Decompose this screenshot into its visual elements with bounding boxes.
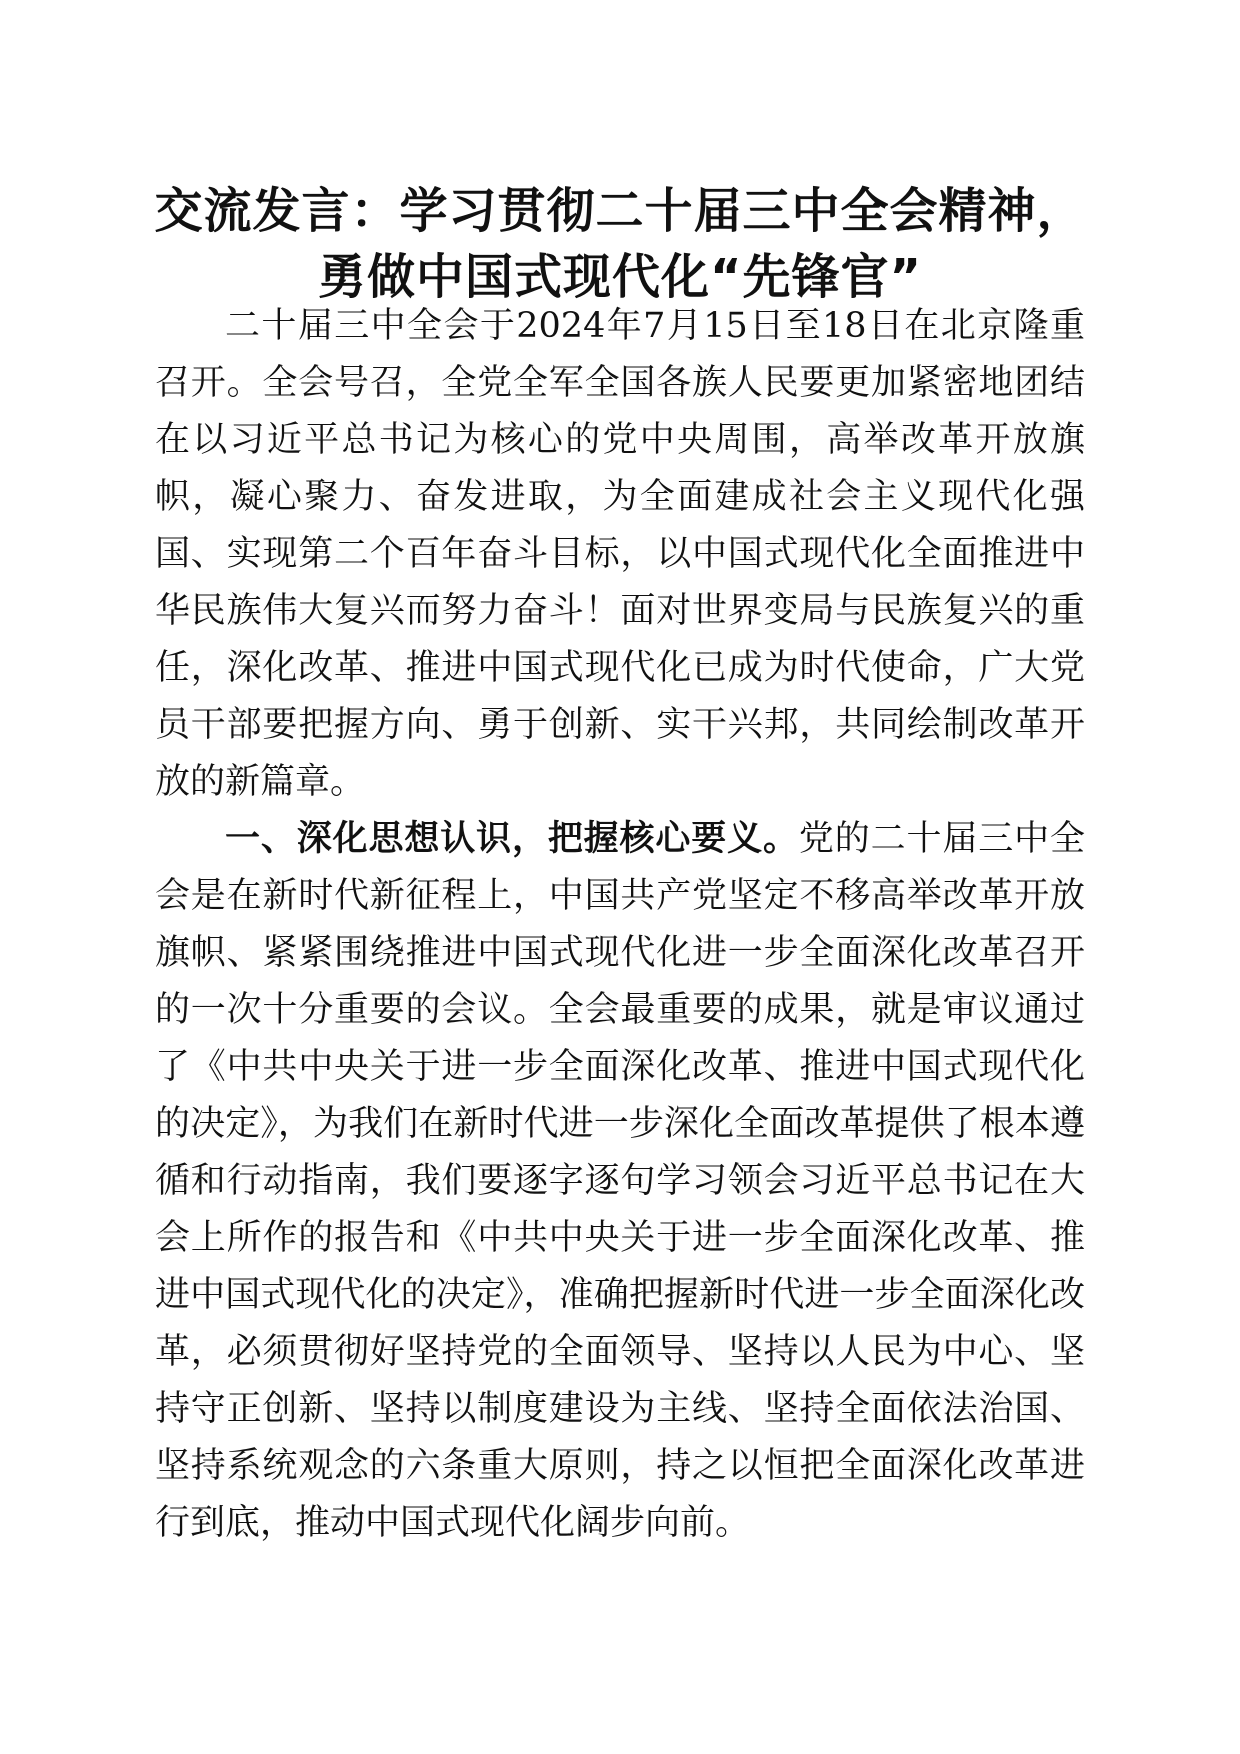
paragraph-intro-text: 二十届三中全会于2024年7月15日至18日在北京隆重召开。全会号召，全党全军全国各族人民要更加紧密地团结在以习近平总书记为核心的党中央周围，高举改革开放旗帜，凝心聚力、奋发进取，为全面建成社会主义现代化强国、实现第二个百年奋斗目标，以中国式现代化全面推进中华民族伟大复兴而努力奋斗！面对世界变局与民族复兴的重任，深化改革、推进中国式现代化已成为时代使命，广大党员干部要把握方向、勇于创新、实干兴邦，共同绘制改革开放的新篇章。 (155, 306, 1085, 802)
paragraph-intro (155, 298, 1085, 811)
section-one-text: 党的二十届三中全会是在新时代新征程上，中国共产党坚定不移高举改革开放旗帜、紧紧围绕推进中国式现代化进一步全面深化改革召开的一次十分重要的会议。全会最重要的成果，就是审议通过了《中共中央关于进一步全面深化改革、推进中国式现代化的决定》，为我们在新时代进一步深化全面改革提供了根本遵循和行动指南，我们要逐字逐句学习领会习近平总书记在大会上所作的报告和《中共中央关于进一步全面深化改革、推进中国式现代化的决定》，准确把握新时代进一步全面深化改革，必须贯彻好坚持党的全面领导、坚持以人民为中心、坚持守正创新、坚持以制度建设为主线、坚持全面依法治国、坚持系统观念的六条重大原则，持之以恒把全面深化改革进行到底，推动中国式现代化阔步向前。 (155, 819, 1085, 1543)
section-one-heading: 一、深化思想认识，把握核心要义。 (225, 819, 799, 859)
document-title: 交流发言：学习贯彻二十届三中全会精神，勇做中国式现代化“先锋官” (154, 183, 1086, 305)
paragraph-section-one (155, 811, 1085, 1552)
document-body (155, 298, 1085, 1552)
